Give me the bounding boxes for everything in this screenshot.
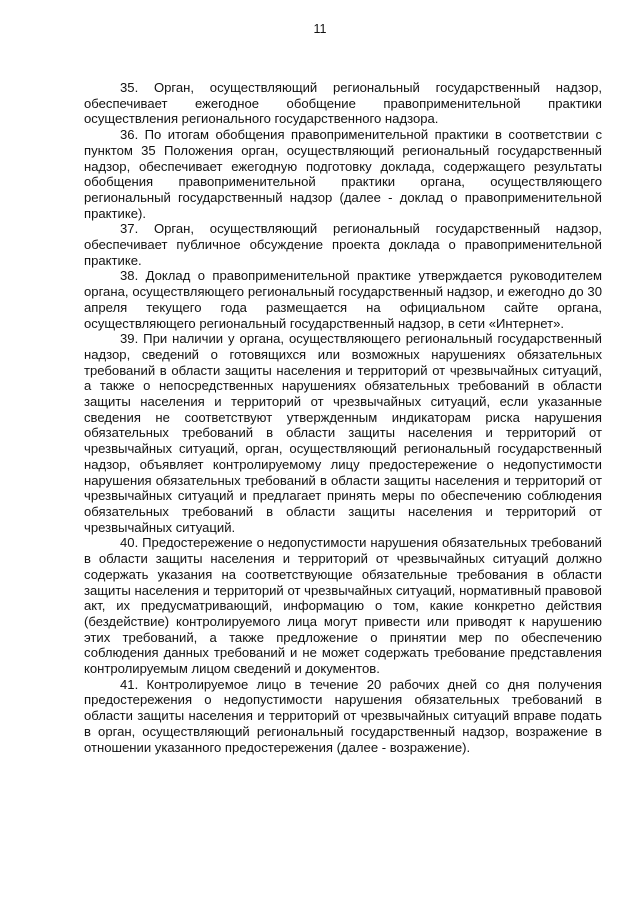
paragraph-39: 39. При наличии у органа, осуществляющего региональный государственный надзор, сведений о готовящихся или возможных нарушениях обязательных требований в области защиты населения и территорий от чрезвычайных ситуаций, а также о непосредственных нарушениях обязательных требований в области защиты населения и территорий от чрезвычайных ситуаций, если указанные сведения не соответствуют утвержденным индикаторам риска нарушения обязательных требований в области защиты населения и территорий от чрезвычайных ситуаций, орган, осуществляющий региональный государственный надзор, объявляет контролируемому лицу предостережение о недопустимости нарушения обязательных требований в области защиты населения и территорий от чрезвычайных ситуаций и предлагает принять меры по обеспечению соблюдения обязательных требований в области защиты населения и территорий от чрезвычайных ситуаций. bbox=[84, 331, 602, 535]
paragraph-41: 41. Контролируемое лицо в течение 20 рабочих дней со дня получения предостережения о недопустимости нарушения обязательных требований в области защиты населения и территорий от чрезвычайных ситуаций вправе подать в орган, осуществляющий региональный государственный надзор, возражение в отношении указанного предостережения (далее - возражение). bbox=[84, 676, 602, 755]
paragraph-36: 36. По итогам обобщения правоприменительной практики в соответствии с пунктом 35 Положения орган, осуществляющий региональный государственный надзор, обеспечивает ежегодную подготовку доклада, содержащего результаты обобщения правоприменительной практики органа, осуществляющего региональный государственный надзор (далее - доклад о правоприменительной практике). bbox=[84, 127, 602, 221]
paragraph-40: 40. Предостережение о недопустимости нарушения обязательных требований в области защиты населения и территорий от чрезвычайных ситуаций должно содержать указания на соответствующие обязательные требования в области защиты населения и территорий от чрезвычайных ситуаций, нормативный правовой акт, их предусматривающий, информацию о том, какие конкретно действия (бездействие) контролируемого лица могут привести или приводят к нарушению этих требований, а также предложение о принятии мер по обеспечению соблюдения данных требований и не может содержать требование представления контролируемым лицом сведений и документов. bbox=[84, 535, 602, 677]
document-body bbox=[84, 80, 602, 755]
paragraph-37: 37. Орган, осуществляющий региональный государственный надзор, обеспечивает публичное обсуждение проекта доклада о правоприменительной практике. bbox=[84, 221, 602, 268]
paragraph-38: 38. Доклад о правоприменительной практике утверждается руководителем органа, осуществляющего региональный государственный надзор, и ежегодно до 30 апреля текущего года размещается на официальном сайте органа, осуществляющего региональный государственный надзор, в сети «Интернет». bbox=[84, 268, 602, 331]
page-number: 11 bbox=[313, 22, 327, 36]
paragraph-35: 35. Орган, осуществляющий региональный государственный надзор, обеспечивает ежегодное обобщение правоприменительной практики осуществления регионального государственного надзора. bbox=[84, 80, 602, 127]
